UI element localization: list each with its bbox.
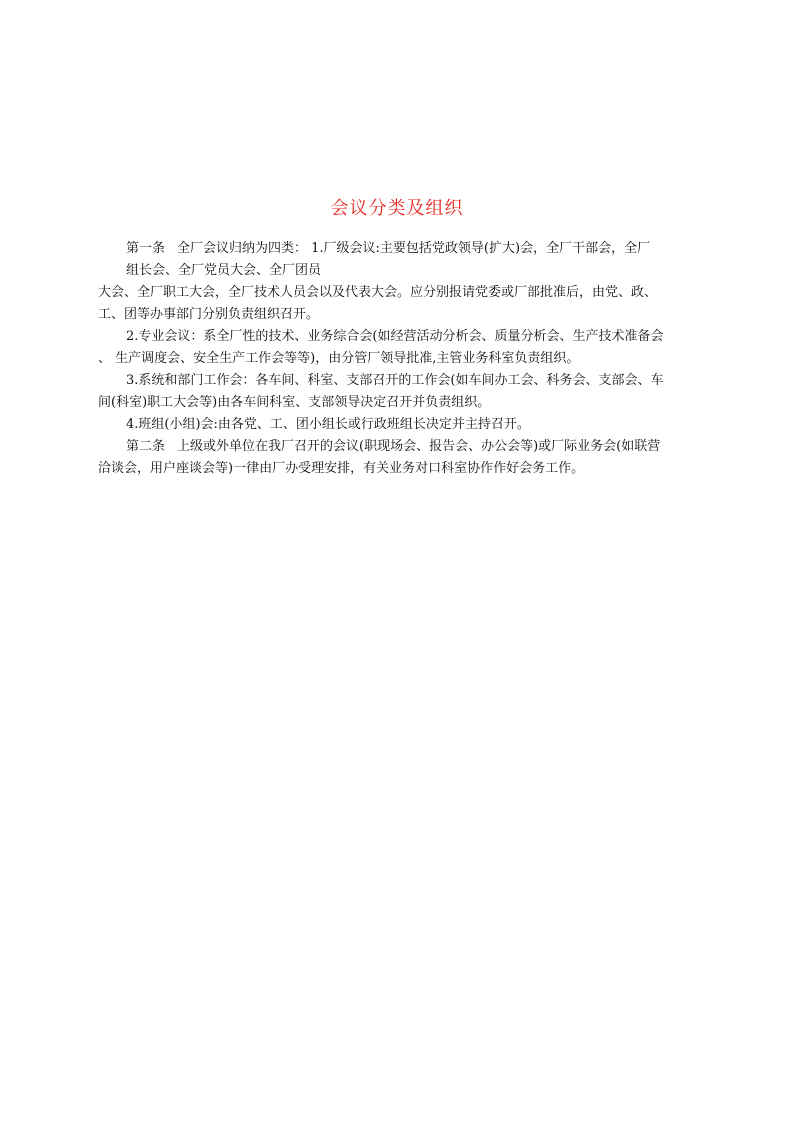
article-1-line-3: 大会、全厂职工大会，全厂技术人员会以及代表大会。应分别报请党委或厂部批准后，由党、政、 [98, 285, 658, 300]
article-2-line-1 [98, 436, 708, 458]
document-title: 会议分类及组织 [330, 198, 464, 219]
item-4-line-1: 4.班组(小组)会:由各党、工、团小组长或行政班组长决定并主持召开。 [126, 417, 530, 432]
document-body [98, 238, 708, 480]
article-1-line-2: 组长会、全厂党员大会、全厂团员 [126, 263, 322, 278]
item-3-line-2: 间(科室)职工大会等)由各车间科室、支部领导决定召开并负责组织。 [98, 395, 491, 410]
article-1-line-4: 工、团等办事部门分别负责组织召开。 [98, 307, 320, 322]
item-2-line-1: 2.专业会议：系全厂性的技术、业务综合会(如经营活动分析会、质量分析会、生产技术准备会 [126, 329, 664, 344]
article-1-text: 全厂会议归纳为四类： 1.厂级会议:主要包括党政领导(扩大)会，全厂干部会，全厂 [177, 241, 651, 256]
article-2-line-2: 洽谈会，用户座谈会等)一律由厂办受理安排，有关业务对口科室协作作好会务工作。 [98, 461, 585, 476]
article-2-label: 第二条 [126, 439, 166, 454]
article-1-label: 第一条 [126, 241, 166, 256]
item-2-line-2: 、 生产调度会、安全生产工作会等等)，由分管厂领导批准,主管业务科室负责组织。 [98, 351, 580, 366]
article-2-text: 上级或外单位在我厂召开的会议(职现场会、报告会、办公会等)或厂际业务会(如联营 [177, 439, 661, 454]
item-3-line-1: 3.系统和部门工作会：各车间、科室、支部召开的工作会(如车间办工会、科务会、支部会、车 [126, 373, 664, 388]
article-1-line-1 [98, 238, 708, 260]
